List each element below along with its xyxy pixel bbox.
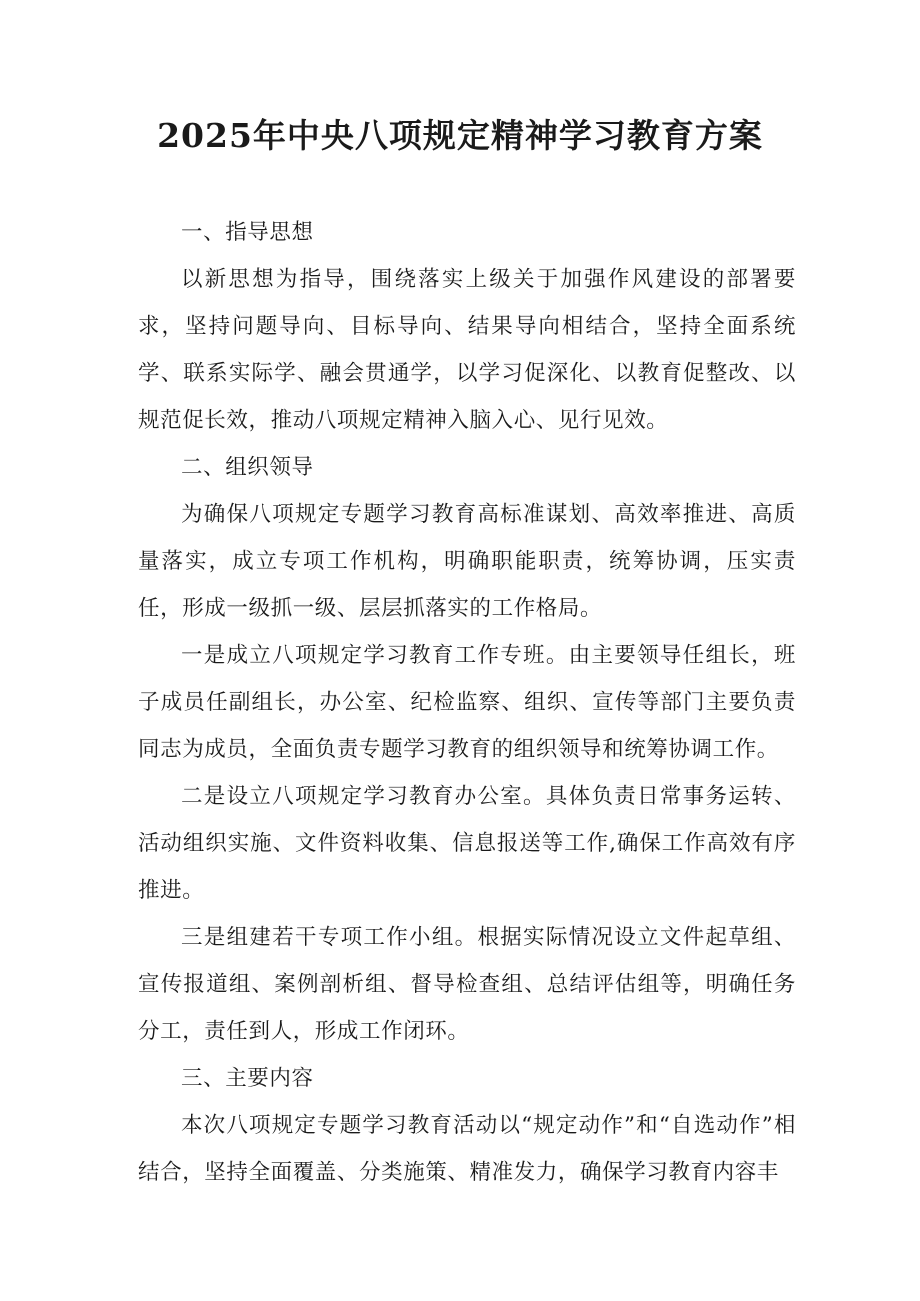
section-heading-organization-leadership: 二、组织领导 [181,455,314,480]
paragraph-office: 二是设立八项规定学习教育办公室。具体负责日常事务运转、活动组织实施、文件资料收集、信息报送等工作,确保工作高效有序推进。 [138,784,796,903]
paragraph-organization-intro: 为确保八项规定专题学习教育高标准谋划、高效率推进、高质量落实，成立专项工作机构，明确职能职责，统筹协调，压实责任，形成一级抓一级、层层抓落实的工作格局。 [138,502,796,621]
paragraph-working-groups: 三是组建若干专项工作小组。根据实际情况设立文件起草组、宣传报道组、案例剖析组、督导检查组、总结评估组等，明确任务分工，责任到人，形成工作闭环。 [138,925,796,1044]
section-heading-guiding-ideology: 一、指导思想 [181,220,314,245]
paragraph-guiding-ideology: 以新思想为指导，围绕落实上级关于加强作风建设的部署要求，坚持问题导向、目标导向、结果导向相结合，坚持全面系统学、联系实际学、融会贯通学，以学习促深化、以教育促整改、以规范促长效，推动八项规定精神入脑入心、见行见效。 [138,267,796,433]
document-body [138,209,796,1196]
paragraph-work-team: 一是成立八项规定学习教育工作专班。由主要领导任组长，班子成员任副组长，办公室、纪检监察、组织、宣传等部门主要负责同志为成员，全面负责专题学习教育的组织领导和统筹协调工作。 [138,643,796,762]
document-title: 2025年中央八项规定精神学习教育方案 [157,116,763,155]
paragraph-main-content: 本次八项规定专题学习教育活动以“规定动作”和“自选动作”相结合，坚持全面覆盖、分类施策、精准发力，确保学习教育内容丰 [138,1113,796,1185]
section-heading-main-content: 三、主要内容 [181,1066,314,1091]
